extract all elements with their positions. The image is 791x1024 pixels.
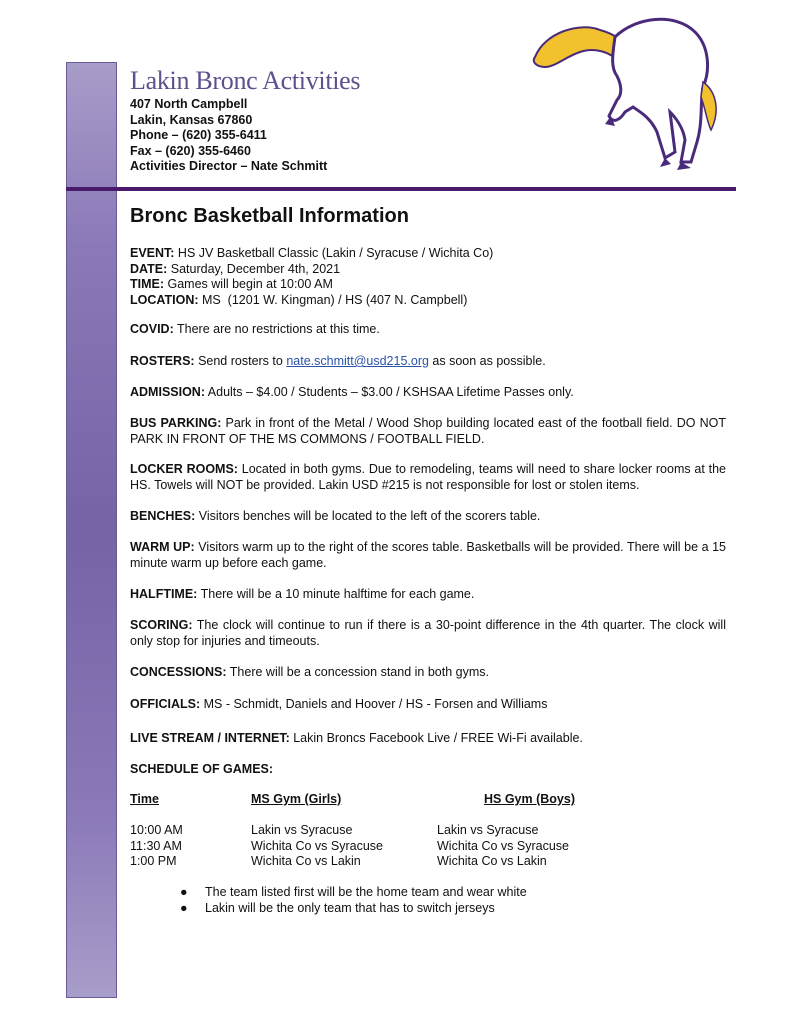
schedule-time: 11:30 AM [130, 838, 182, 853]
section-text: Visitors benches will be located to the left of the scorers table. [195, 509, 541, 523]
time-value: Games will begin at 10:00 AM [164, 277, 333, 291]
section-text: as soon as possible. [428, 354, 546, 368]
section-text: Located in both gyms. Due to remodeling, teams will need to share locker rooms at the HS. Towels will NOT be provided. Lakin USD #215 is not responsible for lost or stolen items. [130, 462, 727, 492]
event-label: EVENT: [130, 246, 175, 260]
section-label: CONCESSIONS: [130, 665, 227, 679]
event-details [130, 246, 726, 308]
schedule-time: 1:00 PM [130, 854, 177, 868]
section-text: The clock will continue to run if there is a 30-point difference in the 4th quarter. The clock will only stop for injuries and timeouts. [130, 618, 726, 648]
director-line: Activities Director – Nate Schmitt [130, 159, 328, 173]
section-label: ROSTERS: [130, 354, 195, 368]
decorative-sidebar-bar [66, 62, 117, 998]
note-item [180, 901, 495, 917]
concessions-section [130, 665, 726, 681]
schedule-hs-game: Wichita Co vs Lakin [437, 854, 547, 868]
live-stream-section [130, 731, 726, 747]
time-line [130, 277, 726, 293]
org-name: Lakin Bronc Activities [130, 66, 361, 95]
section-text: Visitors warm up to the right of the scores table. Basketballs will be provided. There will be a 15 minute warm up before each game. [130, 540, 726, 570]
covid-section [130, 322, 726, 338]
section-text: There will be a 10 minute halftime for each game. [197, 587, 475, 601]
section-label: BUS PARKING: [130, 416, 222, 430]
note-item [180, 885, 527, 901]
event-value: HS JV Basketball Classic (Lakin / Syracuse / Wichita Co) [174, 246, 494, 260]
email-link[interactable]: nate.schmitt@usd215.org [286, 354, 429, 368]
section-label: HALFTIME: [130, 587, 198, 601]
fax-line: Fax – (620) 355-6460 [130, 143, 251, 158]
header-divider [66, 187, 736, 191]
schedule-ms-game: Wichita Co vs Syracuse [251, 838, 383, 853]
bullet-icon: ● [180, 901, 188, 915]
schedule-time: 10:00 AM [130, 823, 183, 837]
date-label: DATE: [130, 261, 168, 276]
schedule-heading [130, 762, 726, 778]
locker-rooms-section [130, 462, 726, 493]
address-line: 407 North Campbell [130, 97, 248, 111]
section-label: LOCKER ROOMS: [130, 462, 238, 476]
contact-info [130, 97, 327, 175]
admission-section [130, 385, 726, 401]
bus-parking-section [130, 416, 726, 447]
location-value: MS (1201 W. Kingman) / HS (407 N. Campbell) [198, 292, 468, 307]
section-label: BENCHES: [130, 509, 196, 523]
column-header-time: Time [130, 792, 159, 806]
section-text: MS - Schmidt, Daniels and Hoover / HS - Forsen and Williams [200, 697, 548, 711]
section-label: ADMISSION: [130, 385, 205, 399]
section-label: SCHEDULE OF GAMES: [130, 762, 274, 776]
phone-line: Phone – (620) 355-6411 [130, 128, 267, 142]
section-label: COVID: [130, 322, 174, 336]
schedule-ms-game: Lakin vs Syracuse [251, 823, 353, 837]
note-text: Lakin will be the only team that has to switch jerseys [205, 901, 495, 915]
bullet-icon: ● [180, 885, 188, 899]
page-title: Bronc Basketball Information [130, 205, 409, 227]
section-text: There are no restrictions at this time. [173, 322, 380, 336]
section-text: Adults – $4.00 / Students – $3.00 / KSHSAA Lifetime Passes only. [205, 385, 574, 399]
section-text: Send rosters to [194, 354, 287, 368]
location-line [130, 293, 726, 309]
column-header-hs-gym: HS Gym (Boys) [484, 792, 575, 806]
halftime-section [130, 587, 726, 603]
note-text: The team listed first will be the home team and wear white [205, 885, 527, 899]
scoring-section [130, 618, 726, 649]
section-label: SCORING: [130, 618, 193, 632]
schedule-hs-game: Wichita Co vs Syracuse [437, 838, 569, 853]
column-header-ms-gym: MS Gym (Girls) [251, 792, 342, 806]
event-line [130, 246, 726, 262]
date-line [130, 262, 726, 278]
city-line: Lakin, Kansas 67860 [130, 112, 253, 127]
section-text: Lakin Broncs Facebook Live / FREE Wi-Fi available. [289, 731, 583, 745]
location-label: LOCATION: [130, 292, 199, 307]
bronc-horse-logo-icon [525, 12, 725, 172]
section-label: OFFICIALS: [130, 697, 201, 711]
schedule-ms-game: Wichita Co vs Lakin [251, 854, 361, 868]
schedule-hs-game: Lakin vs Syracuse [437, 823, 539, 837]
warm-up-section [130, 540, 726, 571]
time-label: TIME: [130, 277, 165, 291]
section-text: Park in front of the Metal / Wood Shop building located east of the football field. DO NOT PARK IN FRONT OF THE MS COMMONS / FOOTBALL FIELD. [130, 416, 726, 446]
rosters-section [130, 354, 726, 370]
benches-section [130, 509, 726, 525]
section-label: WARM UP: [130, 540, 195, 554]
officials-section [130, 697, 726, 713]
date-value: Saturday, December 4th, 2021 [167, 261, 341, 276]
section-label: LIVE STREAM / INTERNET: [130, 731, 290, 745]
section-text: There will be a concession stand in both gyms. [226, 665, 489, 679]
